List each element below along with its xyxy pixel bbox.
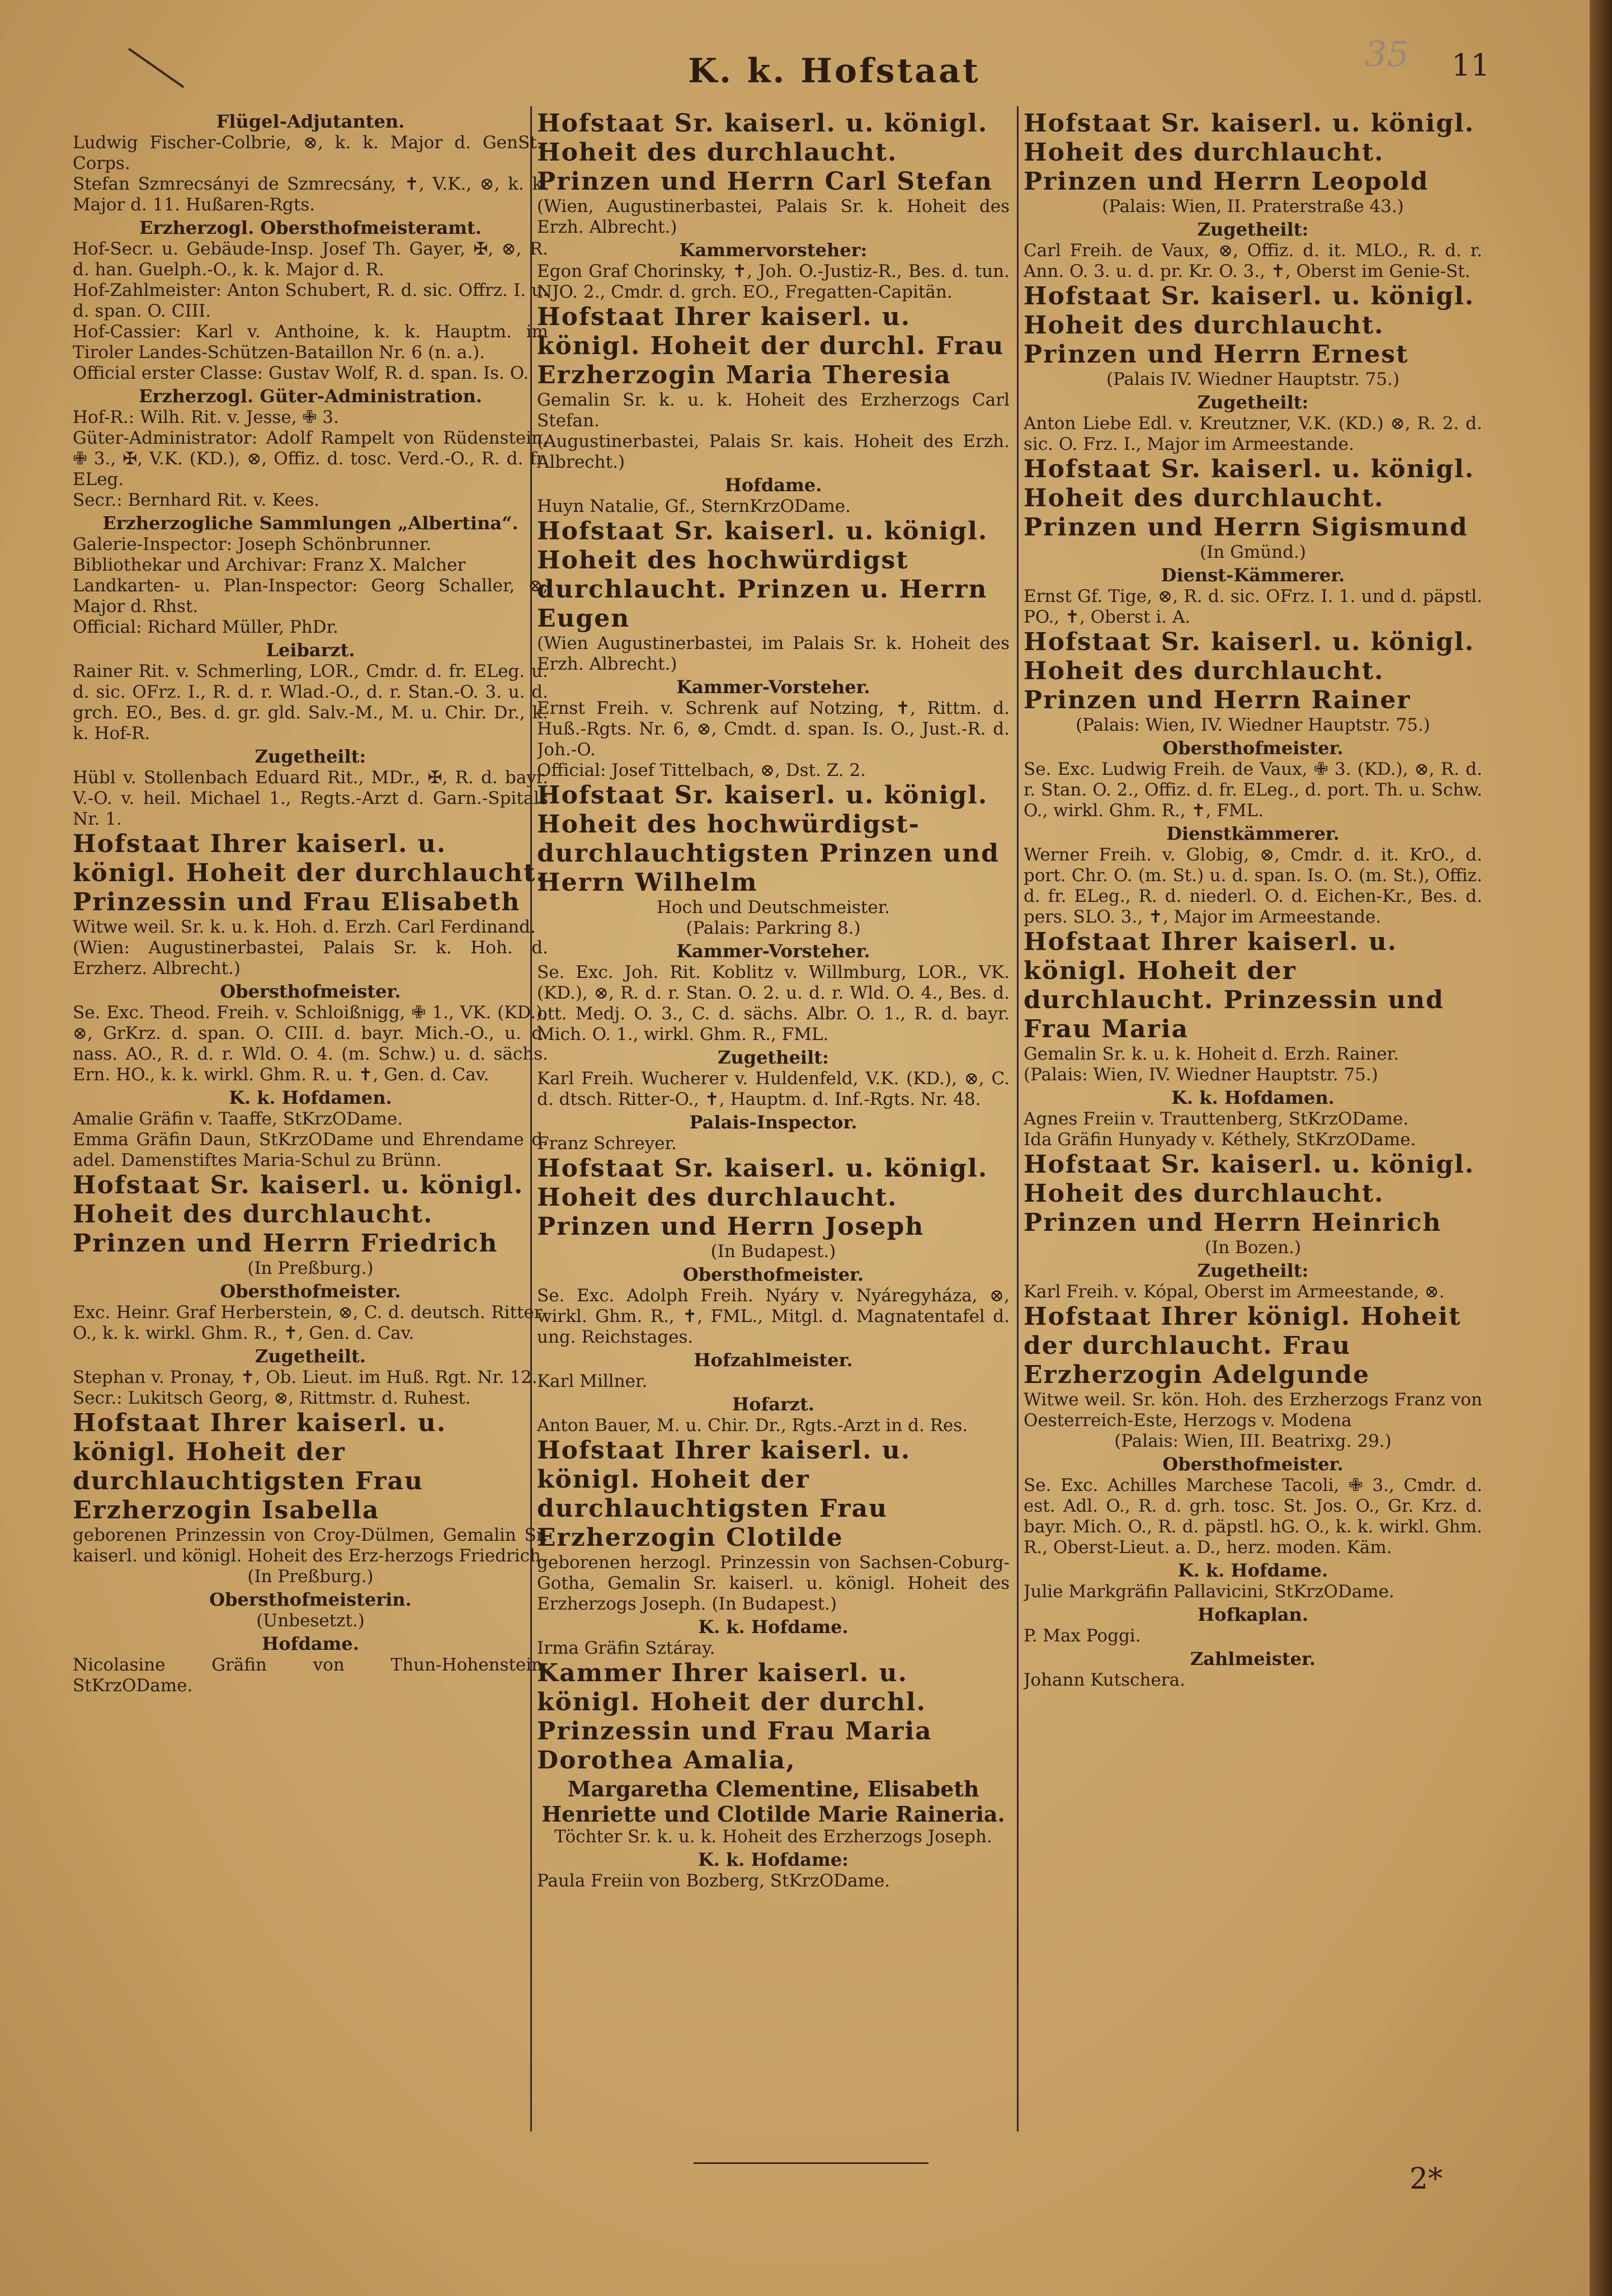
location-note: (Palais IV. Wiedner Hauptstr. 75.) <box>1106 369 1400 389</box>
location-note: (In Preßburg.) <box>247 1258 374 1278</box>
entry-text: Ernst Freih. v. Schrenk auf Notzing, ✝, Rittm. d. Huß.-Rgts. Nr. 6, ⊗, Cmdt. d. span. Is. O., Just.-R. d. Joh.-O. <box>537 698 1010 760</box>
entry-text: Secr.: Bernhard Rit. v. Kees. <box>73 490 320 510</box>
entry-text: (Palais: Wien, IV. Wiedner Hauptstr. 75.) <box>1024 1065 1378 1085</box>
entry-text: Emma Gräfin Daun, StKrzODame und Ehrendame d. adel. Damenstiftes Maria-Schul zu Brünn. <box>73 1130 548 1170</box>
subsection-heading: Erzherzogl. Güter-Administration. <box>139 385 482 407</box>
court-section <box>537 303 1010 517</box>
entry-text: Irma Gräfin Sztáray. <box>537 1638 715 1658</box>
subsection-heading: Erzherzogl. Obersthofmeisteramt. <box>139 217 482 238</box>
section-heading: Kammer Ihrer kaiserl. u. königl. Hoheit der durchl. Prinzessin und Frau Maria Dorothea Amalia, <box>537 1659 932 1775</box>
entry-text: Official erster Classe: Gustav Wolf, R. d. span. Is. O. <box>73 363 529 383</box>
subsection-heading: Zugetheilt. <box>255 1345 366 1367</box>
column-left <box>73 109 548 2146</box>
subsection-heading: Kammer-Vorsteher. <box>676 940 870 962</box>
subsection-heading: Margaretha Clementine, Elisabeth Henriette und Clotilde Marie Raineria. <box>541 1776 1005 1827</box>
entry-text: Karl Freih. v. Kópal, Oberst im Armeestande, ⊗. <box>1024 1282 1445 1302</box>
entry-text: Ernst Gf. Tige, ⊗, R. d. sic. OFrz. I. 1. und d. päpstl. PO., ✝, Oberst i. A. <box>1024 586 1482 627</box>
entry-text: Hof-Cassier: Karl v. Anthoine, k. k. Hauptm. im Tiroler Landes-Schützen-Bataillon Nr. 6 (n. a.). <box>73 322 548 363</box>
entry-text: Bibliothekar und Archivar: Franz X. Malcher <box>73 555 466 575</box>
section-heading: Hofstaat Sr. kaiserl. u. königl. Hoheit des durchlaucht. Prinzen und Herrn Rainer <box>1024 628 1475 714</box>
subsection-heading: Obersthofmeisterin. <box>209 1589 412 1610</box>
subsection-heading: Dienst-Kämmerer. <box>1161 564 1345 586</box>
entry-text: (Wien: Augustinerbastei, Palais Sr. k. Hoh. d. Erzherz. Albrecht.) <box>73 938 548 978</box>
court-section <box>73 1171 548 1409</box>
entry-text: (Wien, Augustinerbastei, Palais Sr. k. Hoheit des Erzh. Albrecht.) <box>537 196 1010 237</box>
section-heading: Hofstaat Ihrer kaiserl. u. königl. Hoheit der durchl. Frau Erzherzogin Maria Theresia <box>537 303 1005 389</box>
entry-text: Gemalin Sr. k. u. k. Hoheit des Erzherzogs Carl Stefan. <box>537 390 1010 431</box>
subsection-heading: Zahlmeister. <box>1190 1648 1316 1669</box>
court-section <box>537 1154 1010 1436</box>
section-heading: Hofstaat Sr. kaiserl. u. königl. Hoheit des durchlaucht. Prinzen und Herrn Friedrich <box>73 1171 524 1258</box>
court-section <box>537 1436 1010 1659</box>
section-heading: Hofstaat Sr. kaiserl. u. königl. Hoheit des durchlaucht. Prinzen und Herrn Sigismund <box>1024 455 1475 542</box>
entry-text: Official: Richard Müller, PhDr. <box>73 617 338 637</box>
location-note: (In Budapest.) <box>710 1241 836 1262</box>
book-binding-edge <box>1590 0 1612 2296</box>
court-section <box>73 110 548 830</box>
court-section <box>73 1409 548 1696</box>
entry-text: Hof-Zahlmeister: Anton Schubert, R. d. sic. Offrz. I. u. d. span. O. CIII. <box>73 280 548 321</box>
entry-text: Witwe weil. Sr. k. u. k. Hoh. d. Erzh. Carl Ferdinand. <box>73 917 536 937</box>
section-heading: Hofstaat Ihrer kaiserl. u. königl. Hoheit der durchlauchtigsten Frau Erzherzogin Isabella <box>73 1409 447 1525</box>
entry-text: Paula Freiin von Bozberg, StKrzODame. <box>537 1871 890 1891</box>
entry-text: Nicolasine Gräfin von Thun-Hohenstein, StKrzODame. <box>73 1655 548 1696</box>
section-heading: Hofstaat Sr. kaiserl. u. königl. Hoheit des hochwürdigst-durchlauchtigsten Prinzen und Herrn Wilhelm <box>537 781 1000 897</box>
section-heading: Hofstaat Sr. kaiserl. u. königl. Hoheit des durchlaucht. Prinzen und Herrn Leopold <box>1024 109 1475 196</box>
entry-text: Johann Kutschera. <box>1024 1670 1185 1690</box>
subsection-heading: K. k. Hofdame. <box>1177 1560 1328 1581</box>
court-section <box>1024 455 1482 628</box>
section-heading: Hofstaat Sr. kaiserl. u. königl. Hoheit des durchlaucht. Prinzen und Herrn Carl Stefan <box>537 109 993 196</box>
entry-text: Se. Exc. Joh. Rit. Koblitz v. Willmburg, LOR., VK. (KD.), ⊗, R. d. r. Stan. O. 2. u. d. r. Wld. O. 4., Bes. d. ott. Medj. O. 3., C. d. sächs. Albr. O. 1., R. d. bayr. Mich. O. 1., wirkl. Ghm. R., FML. <box>537 962 1010 1045</box>
entry-text: Secr.: Lukitsch Georg, ⊗, Rittmstr. d. Ruhest. <box>73 1388 471 1408</box>
location-note: (Palais: Parkring 8.) <box>686 918 861 938</box>
subsection-heading: K. k. Hofdamen. <box>1171 1087 1335 1108</box>
column-rule <box>1017 106 1019 2132</box>
subsection-heading: Obersthofmeister. <box>220 1281 401 1302</box>
court-section <box>537 781 1010 1154</box>
location-note: (Unbesetzt.) <box>256 1611 365 1631</box>
subsection-heading: Erzherzogliche Sammlungen „Albertina“. <box>102 512 519 534</box>
location-note: (Palais: Wien, II. Praterstraße 43.) <box>1102 196 1404 217</box>
section-heading: Hofstaat Sr. kaiserl. u. königl. Hoheit des durchlaucht. Prinzen und Herrn Heinrich <box>1024 1150 1475 1237</box>
page-number: 11 <box>1451 48 1490 83</box>
signature-mark: 2* <box>1410 2162 1443 2196</box>
subsection-heading: Zugetheilt: <box>1197 219 1309 240</box>
section-heading: Hofstaat Ihrer kaiserl. u. königl. Hoheit der durchlaucht. Prinzessin und Frau Maria <box>1024 928 1444 1043</box>
court-section <box>1024 1150 1482 1302</box>
entry-text: Hof-Secr. u. Gebäude-Insp. Josef Th. Gayer, ✠, ⊗, R. d. han. Guelph.-O., k. k. Major d. R. <box>73 239 548 280</box>
subsection-heading: Hofzahlmeister. <box>694 1349 853 1371</box>
section-heading: Hofstaat Ihrer kaiserl. u. königl. Hoheit der durchlaucht. Prinzessin und Frau Elisabeth <box>73 830 546 916</box>
subsection-heading: Hofarzt. <box>732 1394 815 1415</box>
subsection-heading: Zugetheilt: <box>718 1047 829 1068</box>
court-section <box>1024 109 1482 282</box>
entry-text: geborenen Prinzessin von Croy-Dülmen, Gemalin Sr. kaiserl. und königl. Hoheit des Erz-herzogs Friedrich. <box>73 1525 548 1566</box>
entry-text: Huyn Natalie, Gf., SternKrzODame. <box>537 496 851 516</box>
entry-text: Hübl v. Stollenbach Eduard Rit., MDr., ✠, R. d. bayr. V.-O. v. heil. Michael 1., Regts.-Arzt d. Garn.-Spitals Nr. 1. <box>73 768 548 829</box>
subsection-heading: Kammervorsteher: <box>679 239 868 261</box>
subsection-heading: Zugetheilt: <box>1197 1260 1309 1281</box>
section-heading: Hofstaat Ihrer königl. Hoheit der durchlaucht. Frau Erzherzogin Adelgunde <box>1024 1302 1462 1389</box>
entry-text: Karl Freih. Wucherer v. Huldenfeld, V.K. (KD.), ⊗, C. d. dtsch. Ritter-O., ✝, Hauptm. d. Inf.-Rgts. Nr. 48. <box>537 1069 1010 1109</box>
subsection-heading: Leibarzt. <box>266 639 355 661</box>
entry-text: Stephan v. Pronay, ✝, Ob. Lieut. im Huß. Rgt. Nr. 12. <box>73 1367 538 1387</box>
entry-text: Hof-R.: Wilh. Rit. v. Jesse, ✙ 3. <box>73 407 339 427</box>
subsection-heading: Zugetheilt: <box>254 746 366 767</box>
column-middle <box>537 109 1010 2146</box>
entry-text: Gemalin Sr. k. u. k. Hoheit d. Erzh. Rainer. <box>1024 1044 1399 1064</box>
location-note: (In Bozen.) <box>1204 1238 1302 1258</box>
subsection-heading: Dienstkämmerer. <box>1166 823 1340 844</box>
court-section <box>1024 628 1482 928</box>
subsection-heading: Hofdame. <box>724 474 822 496</box>
centered-text: Hoch und Deutschmeister. <box>656 897 890 918</box>
entry-text: Ida Gräfin Hunyady v. Kéthely, StKrzODame. <box>1024 1130 1416 1150</box>
corner-mark <box>128 48 185 88</box>
entry-text: Witwe weil. Sr. kön. Hoh. des Erzherzogs Franz von Oesterreich-Este, Herzogs v. Modena <box>1024 1390 1482 1431</box>
subsection-heading: K. k. Hofdame. <box>698 1616 849 1638</box>
entry-text: P. Max Poggi. <box>1024 1626 1141 1646</box>
location-note: (Palais: Wien, IV. Wiedner Hauptstr. 75.) <box>1076 715 1430 735</box>
footer-divider <box>694 2162 928 2164</box>
entry-text: Agnes Freiin v. Trauttenberg, StKrzODame. <box>1024 1109 1409 1129</box>
entry-text: Franz Schreyer. <box>537 1133 677 1154</box>
entry-text: Se. Exc. Achilles Marchese Tacoli, ✙ 3., Cmdr. d. est. Adl. O., R. d. grh. tosc. St. Jos. O., Gr. Krz. d. bayr. Mich. O., R. d. päpstl. hG. O., k. k. wirkl. Ghm. R., Oberst-Lieut. a. D., herz. moden. Käm. <box>1024 1475 1482 1558</box>
pencil-annotation: 35 <box>1365 34 1409 74</box>
entry-text: Egon Graf Chorinsky, ✝, Joh. O.-Justiz-R., Bes. d. tun. NJO. 2., Cmdr. d. grch. EO., Fregatten-Capitän. <box>537 261 1010 302</box>
entry-text: Werner Freih. v. Globig, ⊗, Cmdr. d. it. KrO., d. port. Chr. O. (m. St.) u. d. span. Is. O. (m. St.), Offiz. d. fr. ELeg., R. d. niederl. O. d. Eichen-Kr., Bes. d. pers. SLO. 3., ✝, Major im Armeestande. <box>1024 845 1482 927</box>
entry-text: Güter-Administrator: Adolf Rampelt von Rüdenstein, ✙ 3., ✠, V.K. (KD.), ⊗, Offiz. d. tosc. Verd.-O., R. d. fr. ELeg. <box>73 428 548 490</box>
entry-text: Se. Exc. Adolph Freih. Nyáry v. Nyáregyháza, ⊗, wirkl. Ghm. R., ✝, FML., Mitgl. d. Magnatentafel d. ung. Reichstages. <box>537 1286 1010 1347</box>
subsection-heading: Obersthofmeister. <box>220 981 401 1002</box>
entry-text: Anton Liebe Edl. v. Kreutzner, V.K. (KD.) ⊗, R. 2. d. sic. O. Frz. I., Major im Armeestande. <box>1024 413 1482 454</box>
subsection-heading: Obersthofmeister. <box>682 1264 864 1285</box>
court-section <box>1024 928 1482 1150</box>
entry-text: Se. Exc. Theod. Freih. v. Schloißnigg, ✙ 1., VK. (KD.), ⊗, GrKrz. d. span. O. CIII. d. bayr. Mich.-O., u. d. nass. AO., R. d. r. Wld. O. 4. (m. Schw.) u. d. sächs. Ern. HO., k. k. wirkl. Ghm. R. u. ✝, Gen. d. Cav. <box>73 1003 548 1085</box>
subsection-heading: K. k. Hofdame: <box>697 1849 849 1870</box>
entry-text: Landkarten- u. Plan-Inspector: Georg Schaller, ⊗, Major d. Rhst. <box>73 576 548 617</box>
subsection-heading: Palais-Inspector. <box>689 1112 857 1133</box>
entry-text: Galerie-Inspector: Joseph Schönbrunner. <box>73 534 432 554</box>
running-head: K. k. Hofstaat <box>688 51 981 91</box>
entry-text: Rainer Rit. v. Schmerling, LOR., Cmdr. d. fr. ELeg. u. d. sic. OFrz. I., R. d. r. Wlad.-O., d. r. Stan.-O. 3. u. d. grch. EO., Bes. d. gr. gld. Salv.-M., M. u. Chir. Dr., k. k. Hof-R. <box>73 661 548 744</box>
subsection-heading: Zugetheilt: <box>1197 392 1309 413</box>
court-section <box>73 830 548 1171</box>
entry-text: Se. Exc. Ludwig Freih. de Vaux, ✙ 3. (KD.), ⊗, R. d. r. Stan. O. 2., Offiz. d. fr. ELeg., d. port. Th. u. Schw. O., wirkl. Ghm. R., ✝, FML. <box>1024 759 1482 821</box>
entry-text: Carl Freih. de Vaux, ⊗, Offiz. d. it. MLO., R. d. r. Ann. O. 3. u. d. pr. Kr. O. 3., ✝, Oberst im Genie-St. <box>1024 241 1482 281</box>
court-section <box>1024 282 1482 455</box>
subsection-heading: Hofdame. <box>262 1633 359 1654</box>
location-note: (In Gmünd.) <box>1199 542 1307 562</box>
entry-text: Ludwig Fischer-Colbrie, ⊗, k. k. Major d. GenSt.-Corps. <box>73 133 548 173</box>
subsection-heading: Kammer-Vorsteher. <box>676 676 870 698</box>
entry-text: geborenen herzogl. Prinzessin von Sachsen-Coburg-Gotha, Gemalin Sr. kaiserl. u. königl. Hoheit des Erzherzogs Joseph. (In Budapest.) <box>537 1552 1010 1614</box>
centered-text: Töchter Sr. k. u. k. Hoheit des Erzherzogs Joseph. <box>554 1827 992 1847</box>
subsection-heading: Flügel-Adjutanten. <box>216 111 405 132</box>
entry-text: Stefan Szmrecsányi de Szmrecsány, ✝, V.K., ⊗, k. k. Major d. 11. Hußaren-Rgts. <box>73 174 548 215</box>
entry-text: Julie Markgräfin Pallavicini, StKrzODame. <box>1024 1582 1394 1602</box>
court-section <box>537 1659 1010 1892</box>
subsection-heading: K. k. Hofdamen. <box>229 1087 392 1108</box>
court-section <box>537 517 1010 781</box>
subsection-heading: Obersthofmeister. <box>1162 1453 1344 1475</box>
entry-text: (Wien Augustinerbastei, im Palais Sr. k. Hoheit des Erzh. Albrecht.) <box>537 633 1010 674</box>
entry-text: Amalie Gräfin v. Taaffe, StKrzODame. <box>73 1109 403 1129</box>
section-heading: Hofstaat Sr. kaiserl. u. königl. Hoheit des durchlaucht. Prinzen und Herrn Joseph <box>537 1154 988 1241</box>
entry-text: Karl Millner. <box>537 1371 648 1391</box>
location-note: (In Preßburg.) <box>247 1566 374 1587</box>
entry-text: Anton Bauer, M. u. Chir. Dr., Rgts.-Arzt in d. Res. <box>537 1415 968 1436</box>
subsection-heading: Hofkaplan. <box>1198 1604 1308 1625</box>
column-right <box>1024 109 1482 2146</box>
entry-text: (Augustinerbastei, Palais Sr. kais. Hoheit des Erzh. Albrecht.) <box>537 431 1010 472</box>
entry-text: Exc. Heinr. Graf Herberstein, ⊗, C. d. deutsch. Ritter-O., k. k. wirkl. Ghm. R., ✝, Gen. d. Cav. <box>73 1302 548 1343</box>
section-heading: Hofstaat Sr. kaiserl. u. königl. Hoheit des durchlaucht. Prinzen und Herrn Ernest <box>1024 282 1475 369</box>
subsection-heading: Obersthofmeister. <box>1162 737 1344 759</box>
court-section <box>537 109 1010 303</box>
section-heading: Hofstaat Sr. kaiserl. u. königl. Hoheit des hochwürdigst durchlaucht. Prinzen u. Herrn Eugen <box>537 517 988 633</box>
section-heading: Hofstaat Ihrer kaiserl. u. königl. Hoheit der durchlauchtigsten Frau Erzherzogin Clotilde <box>537 1436 911 1552</box>
court-section <box>1024 1302 1482 1691</box>
location-note: (Palais: Wien, III. Beatrixg. 29.) <box>1114 1431 1392 1451</box>
entry-text: Official: Josef Tittelbach, ⊗, Dst. Z. 2. <box>537 760 866 780</box>
